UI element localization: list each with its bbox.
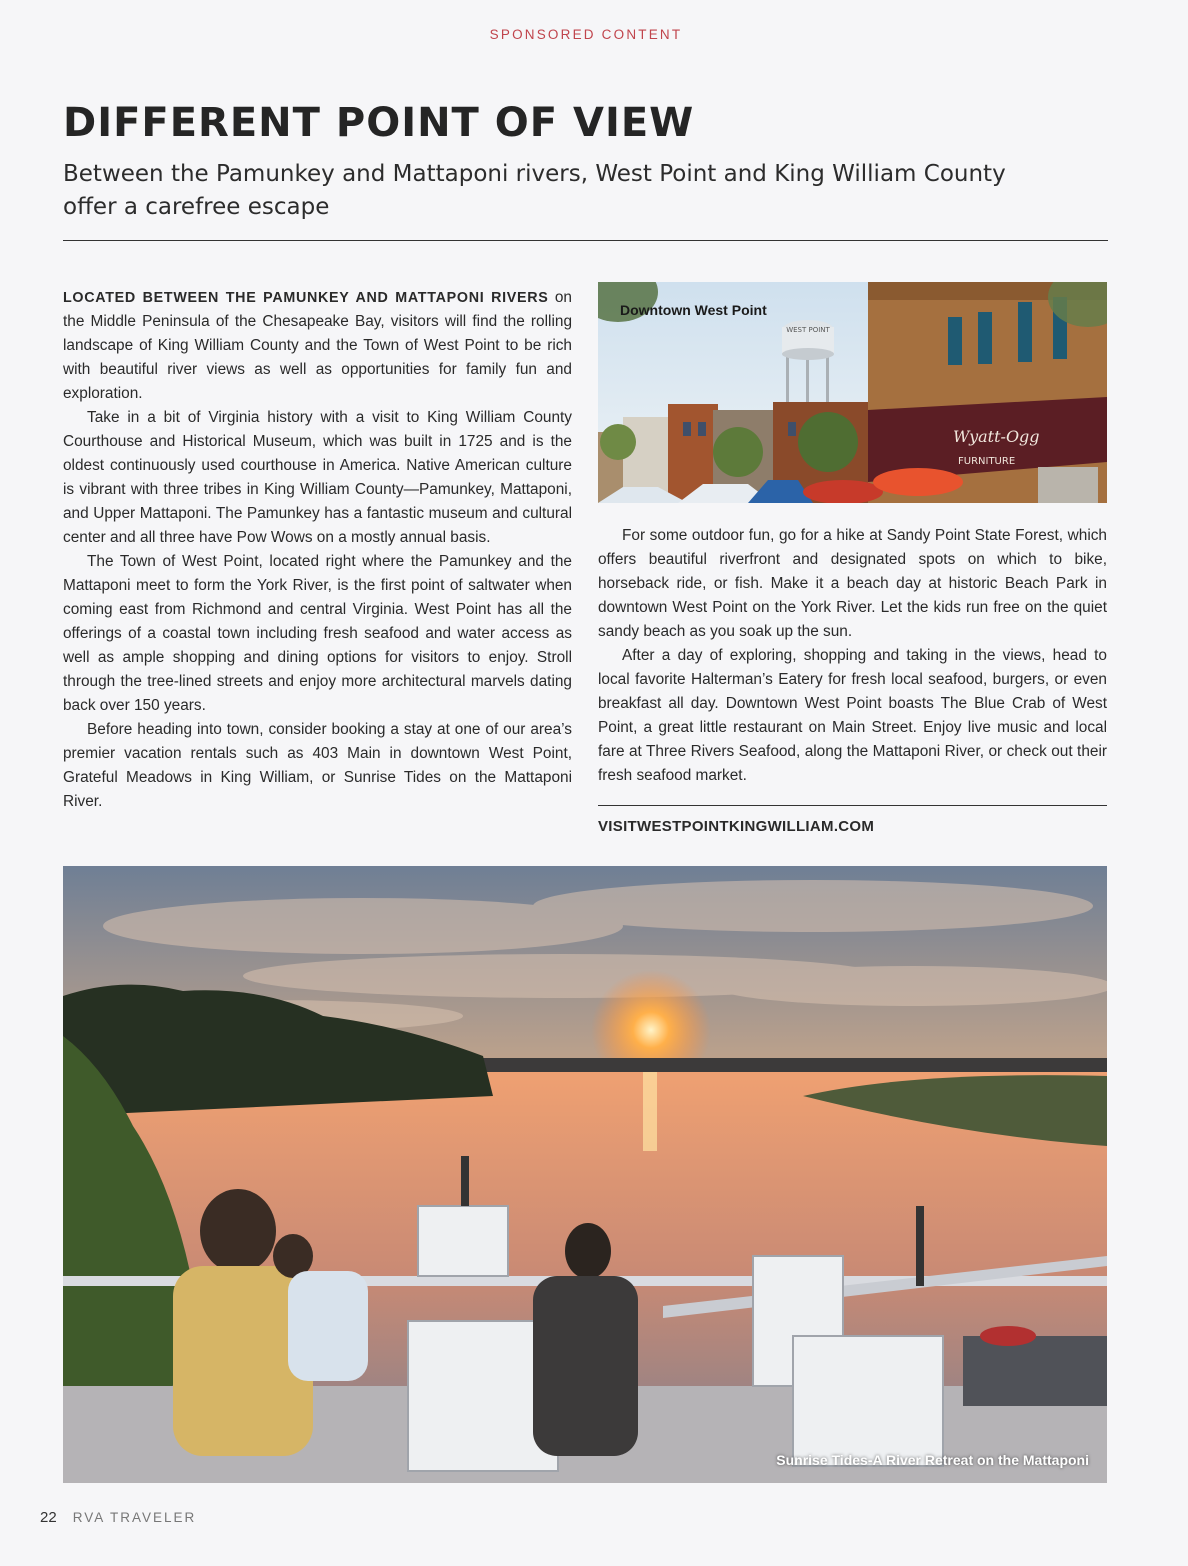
paragraph-5: For some outdoor fun, go for a hike at Sandy Point State Forest, which offers beautiful riverfront and designated spots on which to bike, horseback ride, or fish. Make it a beach day at historic Beach Park in downtown West Point on the York River. Let the kids run free on the quiet sandy beach as you soak up the sun. [598, 527, 1107, 640]
publication-name: RVA TRAVELER [72, 1510, 197, 1525]
tower-text: WEST POINT [786, 326, 830, 334]
sunrise-photo [63, 866, 1107, 1483]
store-sign-sub: FURNITURE [958, 456, 1016, 467]
paragraph-6: After a day of exploring, shopping and taking in the views, head to local favorite Halterman’s Eatery for fresh local seafood, burgers, or even breakfast all day. Downtown West Point boasts The Blue Crab of West Point, a great little restaurant on Main Street. Enjoy live music and local fare at Three Rivers Seafood, along the Mattaponi River, or check out their fresh seafood market. [598, 647, 1107, 784]
paragraph-3: The Town of West Point, located right where the Pamunkey and the Mattaponi meet to form the York River, is the first point of saltwater when coming east from Richmond and central Virginia. West Point has all the offerings of a coastal town including fresh seafood and water access as well as ample shopping and dining options for visitors to enjoy. Stroll through the tree-lined streets and enjoy more architectural marvels dating back over 150 years. [63, 553, 572, 714]
page-title: DIFFERENT POINT OF VIEW [63, 100, 695, 146]
paragraph-4: Before heading into town, consider booking a stay at one of our area’s premier vacation rentals such as 403 Main in downtown West Point, Grateful Meadows in King William, or Sunrise Tides on the Mattaponi River. [63, 721, 572, 810]
downtown-photo [598, 282, 1107, 503]
sponsored-label: SPONSORED CONTENT [489, 27, 683, 42]
divider-top [63, 240, 1108, 241]
divider-website [598, 805, 1107, 806]
paragraph-1 [63, 286, 572, 406]
page-footer [40, 1509, 196, 1526]
article-column-left [63, 286, 572, 814]
website-link[interactable]: VISITWESTPOINTKINGWILLIAM.COM [598, 818, 875, 835]
article-column-right [598, 524, 1107, 788]
paragraph-1-text: on the Middle Peninsula of the Chesapeake Bay, visitors will find the rolling landscape of King William County and the Town of West Point to be rich with beautiful river views as well as opportunities for family fun and exploration. [63, 289, 572, 402]
photo-caption-downtown: Downtown West Point [620, 302, 767, 318]
paragraph-2: Take in a bit of Virginia history with a visit to King William County Courthouse and Historical Museum, which was built in 1725 and is the oldest continuously used courthouse in America. Native American culture is vibrant with three tribes in King William County—Pamunkey, Mattaponi, and Upper Mattaponi. The Pamunkey has a fantastic museum and cultural center and all three have Pow Wows on a mostly annual basis. [63, 409, 572, 546]
subheadline: Between the Pamunkey and Mattaponi rivers, West Point and King William County offer a carefree escape [63, 161, 1006, 220]
photo-caption-sunrise: Sunrise Tides-A River Retreat on the Mattaponi [776, 1452, 1089, 1468]
page-number: 22 [40, 1509, 57, 1526]
store-sign-text: Wyatt-Ogg [953, 427, 1040, 446]
lead-in: LOCATED BETWEEN THE PAMUNKEY AND MATTAPONI RIVERS [63, 290, 549, 306]
